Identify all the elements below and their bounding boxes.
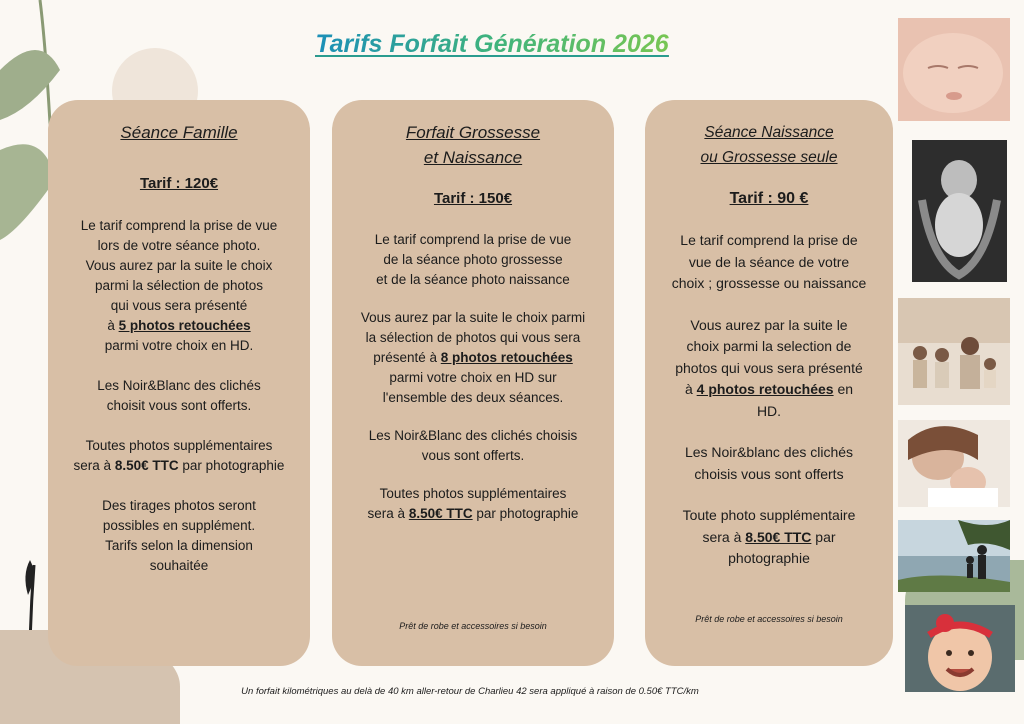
card-text: qui vous sera présenté: [110, 298, 248, 313]
card-text: l'ensemble des deux séances.: [382, 390, 564, 405]
card-prints-text: Des tirages photos seront: [102, 498, 256, 513]
card-text: et de la séance photo naissance: [376, 272, 570, 287]
lake-silhouette-photo: [898, 520, 1010, 592]
card-photos-line: à 4 photos retouchées en: [684, 381, 854, 397]
card-text: la sélection de photos qui vous sera: [365, 330, 581, 345]
card-title: Séance Naissance: [704, 124, 834, 141]
card-text: Le tarif comprend la prise de: [680, 232, 858, 248]
card-text: HD.: [756, 402, 782, 419]
card-bw-text: choisis vous sont offerts: [694, 465, 844, 482]
card-price: Tarif : 150€: [433, 190, 513, 207]
card-title: Forfait Grossesse: [405, 123, 541, 142]
card-prints-text: souhaitée: [149, 558, 209, 573]
card-text: Vous aurez par la suite le choix: [85, 258, 273, 273]
card-bw-text: choisit vous sont offerts.: [106, 398, 252, 413]
card-text: Le tarif comprend la prise de vue: [374, 232, 572, 247]
card-extra-text: Toutes photos supplémentaires: [85, 438, 273, 453]
card-text: vue de la séance de votre: [688, 253, 850, 270]
card-prints-text: Tarifs selon la dimension: [105, 538, 253, 553]
card-photos-line: présenté à 8 photos retouchées: [373, 350, 573, 365]
card-extra-text: Toute photo supplémentaire: [682, 507, 856, 523]
card-note: Prêt de robe et accessoires si besoin: [695, 614, 843, 624]
family-children-photo: [898, 298, 1010, 405]
mother-baby-photo: [898, 420, 1010, 507]
card-text: parmi votre choix en HD sur: [389, 370, 557, 385]
card-extra-text: photographie: [728, 550, 810, 566]
card-title-line2: et Naissance: [423, 148, 523, 167]
card-title: Séance Famille: [120, 123, 238, 142]
card-seance-famille: [48, 100, 310, 666]
card-bw-text: Les Noir&Blanc des clichés: [97, 378, 261, 393]
card-seance-naissance-grossesse: [645, 100, 893, 666]
card-bw-text: Les Noir&blanc des clichés: [684, 444, 854, 460]
card-extra-text: Toutes photos supplémentaires: [379, 486, 567, 501]
card-text: de la séance photo grossesse: [383, 252, 563, 267]
card-title-line2: ou Grossesse seule: [700, 149, 838, 166]
card-text: Le tarif comprend la prise de vue: [80, 218, 278, 233]
card-photos-line: à 5 photos retouchées: [107, 318, 251, 333]
card-text: parmi votre choix en HD.: [104, 338, 254, 353]
card-text: choix parmi la selection de: [686, 338, 852, 354]
card-prints-text: possibles en supplément.: [102, 518, 256, 533]
card-note: Prêt de robe et accessoires si besoin: [399, 621, 547, 631]
black-white-newborn-hands-photo: [912, 140, 1007, 282]
page-title: Tarifs Forfait Génération 2026: [315, 30, 669, 58]
card-text: lors de votre séance photo.: [97, 238, 261, 253]
card-text: choix ; grossesse ou naissance: [671, 275, 867, 291]
card-extra-price: sera à 8.50€ TTC par: [702, 528, 836, 545]
card-text: Vous aurez par la suite le: [690, 316, 848, 333]
card-price: Tarif : 90 €: [729, 190, 809, 207]
card-text: photos qui vous sera présenté: [675, 359, 863, 376]
card-extra-price: sera à 8.50€ TTC par photographie: [73, 458, 285, 473]
card-text: Vous aurez par la suite le choix parmi: [360, 310, 586, 325]
card-bw-text: Les Noir&Blanc des clichés choisis: [368, 428, 578, 443]
smiling-baby-headband-photo: [905, 605, 1015, 692]
card-bw-text: vous sont offerts.: [421, 448, 525, 463]
card-forfait-grossesse-naissance: [332, 100, 614, 666]
footer-note: Un forfait kilométriques au delà de 40 km aller-retour de Charlieu 42 sera appliqué à raison de 0.50€ TTC/km: [241, 686, 699, 697]
card-text: parmi la sélection de photos: [94, 278, 264, 293]
sleeping-newborn-photo: [898, 18, 1010, 121]
card-price: Tarif : 120€: [139, 175, 219, 192]
card-extra-price: sera à 8.50€ TTC par photographie: [367, 506, 579, 521]
